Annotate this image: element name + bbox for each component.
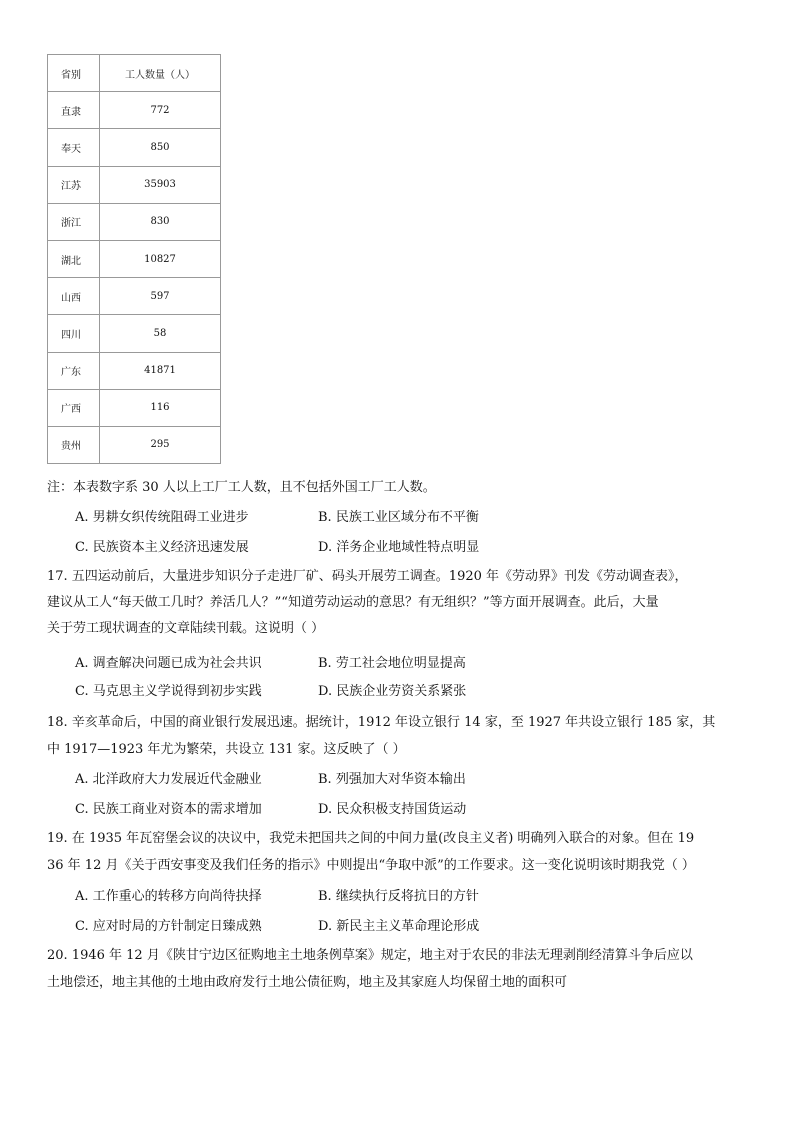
workers-table — [47, 54, 221, 464]
workers-cell: 597 — [100, 278, 221, 315]
workers-cell: 10827 — [100, 240, 221, 277]
q16-option-b[interactable]: B. 民族工业区域分布不平衡 — [318, 510, 479, 525]
q18-stem-line-1: 18. 辛亥革命后，中国的商业银行发展迅速。据统计，1912 年设立银行 14 家，至 1927 年共设立银行 185 家，其 — [47, 715, 716, 730]
table-row — [48, 389, 221, 426]
header-province: 省别 — [48, 55, 100, 92]
header-workers: 工人数量（人） — [100, 55, 221, 92]
table-row — [48, 240, 221, 277]
province-cell: 广西 — [48, 389, 100, 426]
workers-cell: 35903 — [100, 166, 221, 203]
workers-cell: 58 — [100, 315, 221, 352]
q17-stem-line-3: 关于劳工现状调查的文章陆续刊载。这说明（ ） — [47, 621, 325, 636]
q17-stem-line-1: 17. 五四运动前后，大量进步知识分子走进厂矿、码头开展劳工调查。1920 年《劳动界》刊发《劳动调查表》， — [47, 569, 688, 584]
province-cell: 贵州 — [48, 426, 100, 463]
province-cell: 浙江 — [48, 203, 100, 240]
table-row — [48, 203, 221, 240]
q17-stem-line-2: 建议从工人“每天做工几时？养活几人？”“知道劳动运动的意思？有无组织？”等方面开展调查。此后，大量 — [47, 595, 659, 610]
q16-option-d[interactable]: D. 洋务企业地域性特点明显 — [318, 540, 480, 555]
workers-cell: 850 — [100, 129, 221, 166]
province-cell: 直隶 — [48, 92, 100, 129]
table-note: 注：本表数字系 30 人以上工厂工人数，且不包括外国工厂工人数。 — [47, 480, 436, 495]
q17-option-b[interactable]: B. 劳工社会地位明显提高 — [318, 656, 466, 671]
q18-option-d[interactable]: D. 民众积极支持国货运动 — [318, 802, 467, 817]
q16-option-a[interactable]: A. 男耕女织传统阻碍工业进步 — [75, 510, 249, 525]
q18-stem-line-2: 中 1917—1923 年尤为繁荣，共设立 131 家。这反映了（ ） — [47, 742, 406, 757]
table-header-row — [48, 55, 221, 92]
q17-option-c[interactable]: C. 马克思主义学说得到初步实践 — [75, 684, 262, 699]
table-row — [48, 426, 221, 463]
q19-option-c[interactable]: C. 应对时局的方针制定日臻成熟 — [75, 919, 262, 934]
workers-cell: 116 — [100, 389, 221, 426]
q17-option-a[interactable]: A. 调查解决问题已成为社会共识 — [75, 656, 262, 671]
province-cell: 广东 — [48, 352, 100, 389]
table-row — [48, 166, 221, 203]
province-cell: 江苏 — [48, 166, 100, 203]
q19-stem-line-1: 19. 在 1935 年瓦窑堡会议的决议中，我党未把国共之间的中间力量(改良主义者) 明确列入联合的对象。但在 19 — [47, 831, 695, 846]
table-row — [48, 278, 221, 315]
table-row — [48, 352, 221, 389]
q17-option-d[interactable]: D. 民族企业劳资关系紧张 — [318, 684, 467, 699]
table-row — [48, 92, 221, 129]
q18-option-b[interactable]: B. 列强加大对华资本输出 — [318, 772, 466, 787]
q20-stem-line-1: 20. 1946 年 12 月《陕甘宁边区征购地主土地条例草案》规定，地主对于农民的非法无理剥削经清算斗争后应以 — [47, 948, 693, 963]
province-cell: 奉天 — [48, 129, 100, 166]
workers-cell: 830 — [100, 203, 221, 240]
q16-option-c[interactable]: C. 民族资本主义经济迅速发展 — [75, 540, 249, 555]
q19-stem-line-2: 36 年 12 月《关于西安事变及我们任务的指示》中则提出“争取中派”的工作要求。这一变化说明该时期我党（ ） — [47, 858, 695, 873]
q19-option-b[interactable]: B. 继续执行反将抗日的方针 — [318, 889, 479, 904]
province-cell: 湖北 — [48, 240, 100, 277]
q19-option-d[interactable]: D. 新民主主义革命理论形成 — [318, 919, 480, 934]
q18-option-c[interactable]: C. 民族工商业对资本的需求增加 — [75, 802, 262, 817]
province-cell: 四川 — [48, 315, 100, 352]
province-cell: 山西 — [48, 278, 100, 315]
q19-option-a[interactable]: A. 工作重心的转移方向尚待抉择 — [75, 889, 262, 904]
workers-cell: 772 — [100, 92, 221, 129]
table-row — [48, 129, 221, 166]
workers-cell: 41871 — [100, 352, 221, 389]
workers-cell: 295 — [100, 426, 221, 463]
table-row — [48, 315, 221, 352]
q20-stem-line-2: 土地偿还，地主其他的土地由政府发行土地公债征购，地主及其家庭人均保留土地的面积可 — [47, 975, 568, 990]
q18-option-a[interactable]: A. 北洋政府大力发展近代金融业 — [75, 772, 262, 787]
